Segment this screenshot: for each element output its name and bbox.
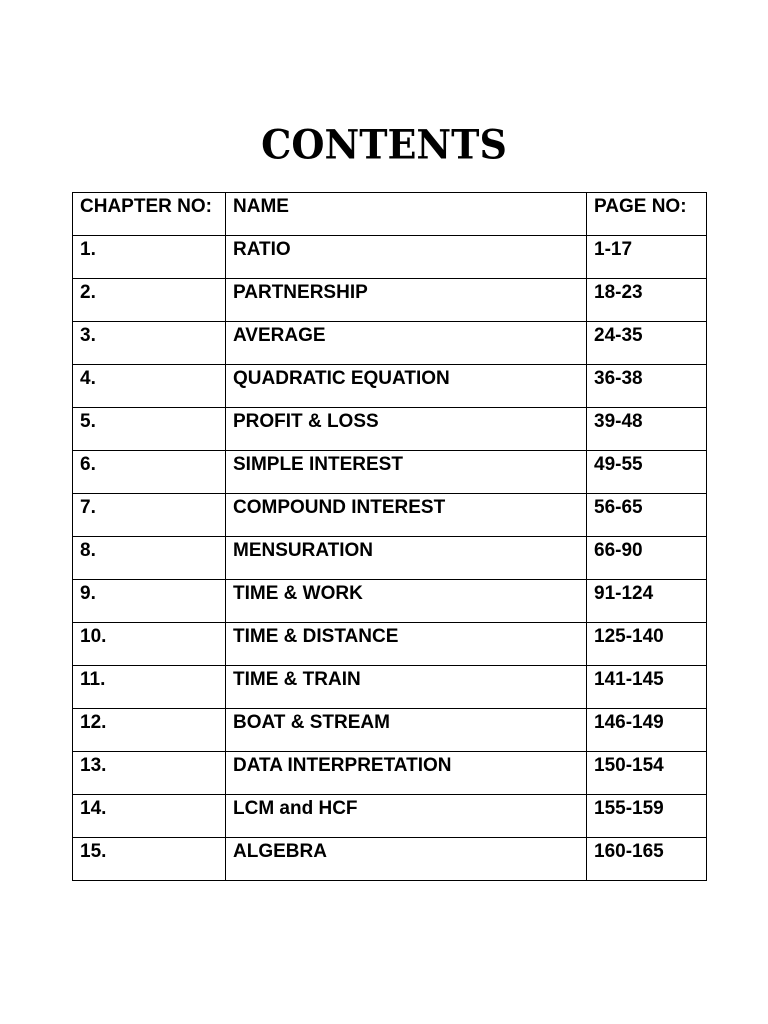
chapter-number: 1.: [73, 236, 226, 279]
chapter-number: 2.: [73, 279, 226, 322]
chapter-name: PARTNERSHIP: [226, 279, 587, 322]
page-range: 150-154: [587, 752, 707, 795]
page-range: 24-35: [587, 322, 707, 365]
table-row: [73, 494, 707, 537]
chapter-name: SIMPLE INTEREST: [226, 451, 587, 494]
page-range: 146-149: [587, 709, 707, 752]
chapter-name: QUADRATIC EQUATION: [226, 365, 587, 408]
chapter-name: PROFIT & LOSS: [226, 408, 587, 451]
table-row: [73, 795, 707, 838]
chapter-name: TIME & WORK: [226, 580, 587, 623]
header-page-no: PAGE NO:: [587, 193, 707, 236]
table-row: [73, 709, 707, 752]
chapter-number: 5.: [73, 408, 226, 451]
table-row: [73, 451, 707, 494]
chapter-number: 7.: [73, 494, 226, 537]
page-range: 155-159: [587, 795, 707, 838]
chapter-number: 10.: [73, 623, 226, 666]
chapter-name: TIME & DISTANCE: [226, 623, 587, 666]
table-row: [73, 666, 707, 709]
table-header-row: [73, 193, 707, 236]
table-row: [73, 322, 707, 365]
chapter-number: 12.: [73, 709, 226, 752]
table-row: [73, 279, 707, 322]
page-range: 91-124: [587, 580, 707, 623]
table-row: [73, 365, 707, 408]
chapter-number: 11.: [73, 666, 226, 709]
contents-table: [72, 192, 707, 881]
chapter-number: 13.: [73, 752, 226, 795]
chapter-number: 9.: [73, 580, 226, 623]
table-row: [73, 408, 707, 451]
chapter-name: RATIO: [226, 236, 587, 279]
chapter-name: COMPOUND INTEREST: [226, 494, 587, 537]
chapter-number: 4.: [73, 365, 226, 408]
table-row: [73, 623, 707, 666]
chapter-name: AVERAGE: [226, 322, 587, 365]
table-row: [73, 537, 707, 580]
page-range: 56-65: [587, 494, 707, 537]
page-title: CONTENTS: [261, 120, 507, 169]
page-range: 1-17: [587, 236, 707, 279]
chapter-number: 15.: [73, 838, 226, 881]
table-row: [73, 838, 707, 881]
chapter-number: 8.: [73, 537, 226, 580]
chapter-name: DATA INTERPRETATION: [226, 752, 587, 795]
chapter-name: ALGEBRA: [226, 838, 587, 881]
page-range: 160-165: [587, 838, 707, 881]
page-range: 141-145: [587, 666, 707, 709]
chapter-name: MENSURATION: [226, 537, 587, 580]
table-row: [73, 580, 707, 623]
chapter-name: BOAT & STREAM: [226, 709, 587, 752]
chapter-number: 14.: [73, 795, 226, 838]
header-chapter-no: CHAPTER NO:: [73, 193, 226, 236]
page-range: 18-23: [587, 279, 707, 322]
table-row: [73, 752, 707, 795]
page-range: 66-90: [587, 537, 707, 580]
page-range: 49-55: [587, 451, 707, 494]
chapter-number: 3.: [73, 322, 226, 365]
page-range: 36-38: [587, 365, 707, 408]
table-row: [73, 236, 707, 279]
chapter-name: LCM and HCF: [226, 795, 587, 838]
page-range: 125-140: [587, 623, 707, 666]
chapter-number: 6.: [73, 451, 226, 494]
chapter-name: TIME & TRAIN: [226, 666, 587, 709]
page-range: 39-48: [587, 408, 707, 451]
header-name: NAME: [226, 193, 587, 236]
